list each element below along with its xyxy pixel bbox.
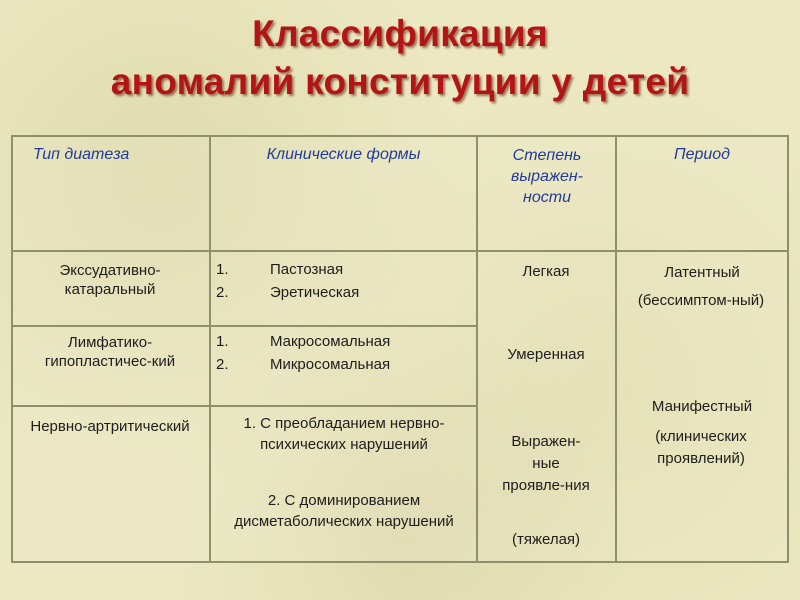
row-1-forms-list xyxy=(216,258,471,304)
degree-severe: Выражен-ные проявле-ния xyxy=(502,433,590,494)
table-border-bottom xyxy=(11,561,789,563)
row-divider-2 xyxy=(11,405,476,407)
header-row-divider xyxy=(11,250,789,252)
period-manifest: Манифестный xyxy=(651,398,753,415)
header-severity-degree: Степень выражен-ности xyxy=(511,147,583,206)
list-number: 2. xyxy=(216,284,229,301)
list-item xyxy=(216,353,471,376)
row-3-form-2: 2. С доминированием дисметаболических нарушений xyxy=(234,492,454,530)
slide-title xyxy=(0,10,800,106)
list-text: Макросомальная xyxy=(270,333,391,350)
title-line-1: Классификация xyxy=(252,13,548,54)
column-divider-2 xyxy=(476,135,478,563)
row-3-type: Нервно-артритический xyxy=(30,418,190,435)
degree-light: Легкая xyxy=(522,263,570,280)
list-item xyxy=(216,258,471,281)
table-border-right xyxy=(787,135,789,563)
row-3-form-1: 1. С преобладанием нервно-психических нарушений xyxy=(243,415,445,453)
list-text: Пастозная xyxy=(270,261,344,278)
column-divider-3 xyxy=(615,135,617,563)
column-divider-1 xyxy=(209,135,211,563)
period-latent: Латентный xyxy=(664,264,740,281)
list-number: 1. xyxy=(216,333,229,350)
row-divider-1 xyxy=(11,325,476,327)
header-period: Период xyxy=(673,146,731,163)
row-2-forms-list xyxy=(216,330,471,376)
period-manifest-note: (клинических проявлений) xyxy=(655,428,747,467)
list-text: Микросомальная xyxy=(270,356,391,373)
list-item xyxy=(216,281,471,304)
list-number: 1. xyxy=(216,261,229,278)
header-clinical-forms: Клинические формы xyxy=(266,146,421,163)
table-border-left xyxy=(11,135,13,563)
table-border-top xyxy=(11,135,789,137)
classification-table xyxy=(11,135,789,563)
list-text: Эретическая xyxy=(270,284,360,301)
row-1-type: Экссудативно-катаральный xyxy=(59,262,161,298)
title-line-2: аномалий конституции у детей xyxy=(110,61,690,102)
period-latent-note: (бессимптом-ный) xyxy=(637,292,765,309)
header-diathesis-type: Тип диатеза xyxy=(33,146,130,163)
degree-moderate: Умеренная xyxy=(507,346,585,363)
list-number: 2. xyxy=(216,356,229,373)
list-item xyxy=(216,330,471,353)
degree-severe-note: (тяжелая) xyxy=(511,531,581,548)
row-2-type: Лимфатико-гипопластичес-кий xyxy=(44,334,176,370)
